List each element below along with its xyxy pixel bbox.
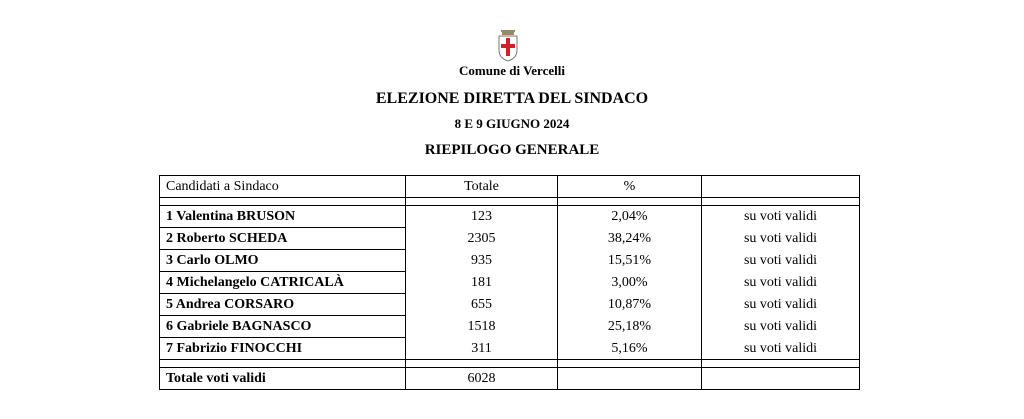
table-row: [160, 272, 860, 294]
candidate-total: 2305: [406, 228, 558, 250]
candidate-name: 2 Roberto SCHEDA: [160, 228, 406, 250]
section-title: RIEPILOGO GENERALE: [424, 142, 600, 158]
candidate-percent: 5,16%: [558, 338, 702, 360]
candidate-note: su voti validi: [702, 338, 860, 360]
total-label: Totale voti validi: [160, 368, 406, 390]
candidate-total: 655: [406, 294, 558, 316]
table-row: [160, 338, 860, 360]
candidate-percent: 38,24%: [558, 228, 702, 250]
page-title: ELEZIONE DIRETTA DEL SINDACO: [375, 90, 649, 107]
candidate-name: 4 Michelangelo CATRICALÀ: [160, 272, 406, 294]
candidate-name: 5 Andrea CORSARO: [160, 294, 406, 316]
candidate-note: su voti validi: [702, 316, 860, 338]
candidate-note: su voti validi: [702, 250, 860, 272]
column-header-blank: [702, 176, 860, 198]
candidate-note: su voti validi: [702, 228, 860, 250]
total-empty-cell: [702, 368, 860, 390]
candidate-total: 181: [406, 272, 558, 294]
spacer-row: [160, 198, 860, 206]
total-row: [160, 368, 860, 390]
candidate-name: 7 Fabrizio FINOCCHI: [160, 338, 406, 360]
table-row: [160, 316, 860, 338]
candidate-total: 1518: [406, 316, 558, 338]
municipality-name: Comune di Vercelli: [459, 63, 565, 78]
table-row: [160, 228, 860, 250]
table-header-row: [160, 176, 860, 198]
candidate-name: 6 Gabriele BAGNASCO: [160, 316, 406, 338]
table-row: [160, 294, 860, 316]
candidate-name: 1 Valentina BRUSON: [160, 206, 406, 228]
table-row: [160, 206, 860, 228]
total-empty-cell: [558, 368, 702, 390]
candidate-percent: 25,18%: [558, 316, 702, 338]
candidate-percent: 10,87%: [558, 294, 702, 316]
candidate-total: 311: [406, 338, 558, 360]
spacer-row: [160, 360, 860, 368]
total-value: 6028: [406, 368, 558, 390]
column-header-percent: %: [558, 176, 702, 198]
city-crest-icon: [496, 30, 520, 62]
candidate-note: su voti validi: [702, 272, 860, 294]
candidate-percent: 15,51%: [558, 250, 702, 272]
candidate-percent: 3,00%: [558, 272, 702, 294]
election-date: 8 E 9 GIUGNO 2024: [454, 116, 570, 131]
candidate-note: su voti validi: [702, 294, 860, 316]
candidate-total: 935: [406, 250, 558, 272]
candidate-percent: 2,04%: [558, 206, 702, 228]
candidate-total: 123: [406, 206, 558, 228]
column-header-total: Totale: [406, 176, 558, 198]
candidate-name: 3 Carlo OLMO: [160, 250, 406, 272]
table-row: [160, 250, 860, 272]
candidate-note: su voti validi: [702, 206, 860, 228]
column-header-candidates: Candidati a Sindaco: [160, 176, 406, 198]
results-table: [159, 175, 860, 390]
